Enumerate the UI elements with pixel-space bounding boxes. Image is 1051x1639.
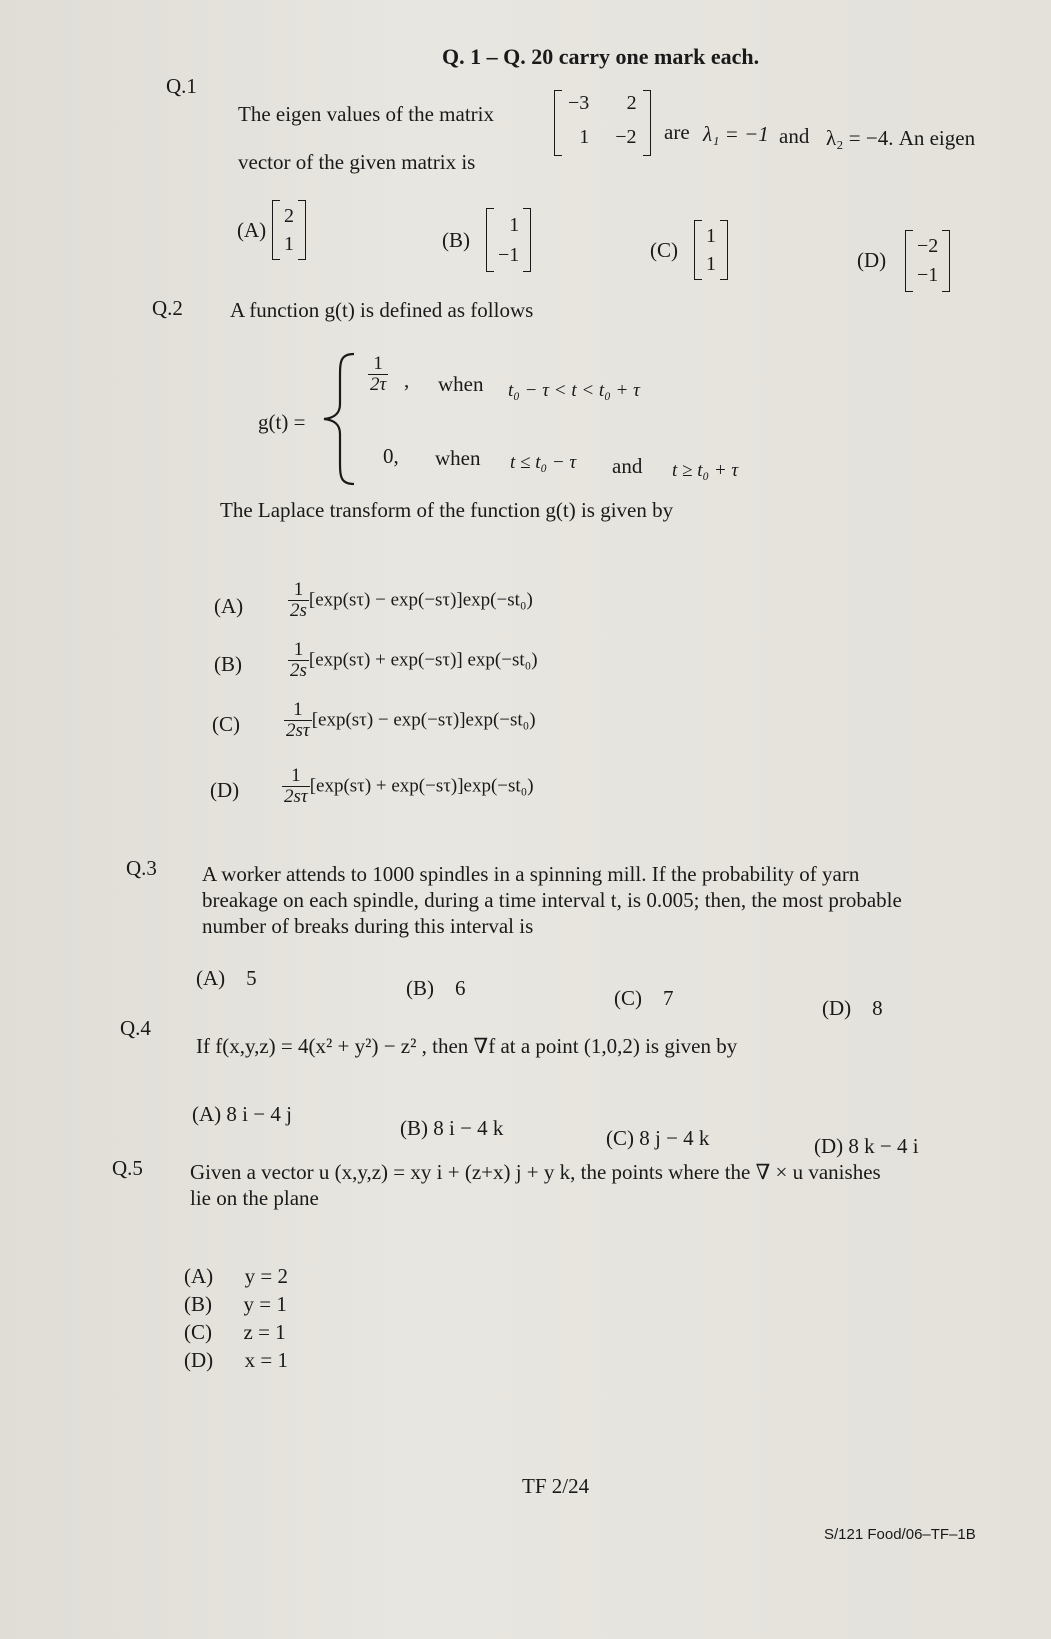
option-value: z = 1	[243, 1320, 286, 1344]
vector-entry: 1	[706, 252, 716, 275]
laplace-expression: [exp(sτ) − exp(−sτ)]exp(−st₀)	[311, 709, 536, 731]
fraction-numerator: 1	[293, 639, 304, 660]
q5-option-a	[184, 1264, 288, 1288]
fraction-numerator: 1	[291, 765, 301, 786]
q2-case1-fraction	[368, 354, 388, 395]
q4-option-b	[400, 1116, 503, 1140]
option-label: (B)	[184, 1292, 212, 1316]
q2-case2-value: 0,	[383, 444, 399, 468]
option-label: (D)	[822, 996, 852, 1020]
fraction-numerator: 1	[293, 579, 304, 600]
option-value: 8 i − 4 j	[226, 1102, 292, 1126]
q1-option-b-vector	[486, 208, 531, 272]
q1-number: Q.1	[166, 74, 197, 98]
q3-option-d	[822, 996, 883, 1020]
q3-number: Q.3	[126, 856, 157, 880]
matrix-cell: 1	[579, 126, 590, 148]
q4-option-c	[606, 1126, 709, 1150]
option-value: 8 k − 4 i	[848, 1134, 919, 1158]
vector-entry: 1	[509, 213, 520, 236]
q2-text-2: The Laplace transform of the function g(t) is given by	[220, 498, 674, 522]
option-value: 8 i − 4 k	[433, 1116, 504, 1140]
option-label: (C)	[614, 986, 642, 1010]
option-value: 5	[246, 966, 257, 990]
q4-option-a	[192, 1102, 292, 1126]
fraction-denominator: 2sτ	[284, 785, 308, 807]
q2-option-d-expression	[282, 766, 534, 807]
option-label: (A)	[192, 1102, 222, 1126]
q1-option-c-vector	[694, 220, 728, 280]
q2-case1-comma: ,	[404, 368, 410, 392]
q2-option-a-expression	[288, 580, 533, 621]
fraction-denominator: 2s	[290, 659, 307, 681]
q5-option-d	[184, 1348, 288, 1372]
option-label: (A)	[196, 966, 226, 990]
fraction-denominator: 2sτ	[286, 719, 310, 741]
q2-case1-condition: t₀ − τ < t < t₀ + τ	[508, 380, 640, 401]
option-value: 7	[663, 986, 674, 1010]
q4-number: Q.4	[120, 1016, 151, 1040]
laplace-expression: [exp(sτ) + exp(−sτ)]exp(−st₀)	[309, 775, 534, 797]
section-header: Q. 1 – Q. 20 carry one mark each.	[442, 44, 760, 69]
vector-entry: −1	[917, 264, 939, 286]
q5-number: Q.5	[112, 1156, 143, 1180]
q5-line-1: Given a vector u (x,y,z) = xy i + (z+x) j + y k, the points where the ∇ × u vanishes	[190, 1160, 881, 1184]
q2-case2-when: when	[435, 446, 481, 470]
q2-case1-when: when	[438, 372, 484, 396]
q2-text: A function g(t) is defined as follows	[230, 298, 534, 322]
q3-option-b	[406, 976, 466, 1000]
option-label: (C)	[184, 1320, 212, 1344]
fraction-numerator: 1	[293, 699, 303, 720]
q1-option-d-vector	[905, 230, 950, 292]
laplace-expression: [exp(sτ) + exp(−sτ)] exp(−st₀)	[308, 649, 538, 671]
q5-option-c	[184, 1320, 286, 1344]
q1-text-a: The eigen values of the matrix	[238, 102, 494, 126]
vector-entry: −1	[498, 243, 520, 266]
option-label: (D)	[184, 1348, 214, 1372]
q4-text: If f(x,y,z) = 4(x² + y²) − z² , then ∇f at a point (1,0,2) is given by	[196, 1034, 738, 1058]
vector-entry: 2	[284, 204, 294, 227]
option-label: (B)	[406, 976, 434, 1000]
q3-option-c	[614, 986, 674, 1010]
option-value: 6	[455, 976, 466, 1000]
q3-line-2: breakage on each spindle, during a time interval t, is 0.005; then, the most probable	[202, 888, 902, 912]
q3-option-a	[196, 966, 257, 990]
q3-line-3: number of breaks during this interval is	[202, 914, 534, 938]
option-value: 8	[872, 996, 883, 1020]
q1-text-b: are	[664, 120, 690, 144]
fraction-denominator: 2s	[290, 599, 307, 621]
q2-lhs: g(t) =	[258, 410, 306, 434]
q2-option-b-expression	[288, 640, 538, 681]
q2-option-b-label: (B)	[214, 652, 242, 676]
q2-brace	[318, 352, 362, 486]
q2-option-d-label: (D)	[210, 778, 240, 802]
laplace-expression: [exp(sτ) − exp(−sτ)]exp(−st₀)	[308, 589, 533, 611]
q2-option-a-label: (A)	[214, 594, 244, 618]
q1-option-b-label: (B)	[442, 228, 470, 252]
matrix-cell: −2	[615, 126, 637, 148]
q2-option-c-label: (C)	[212, 712, 240, 736]
q1-option-a-vector	[272, 200, 306, 260]
option-value: y = 1	[243, 1292, 287, 1316]
option-label: (B)	[400, 1116, 428, 1140]
matrix-cell: −3	[568, 92, 590, 114]
q2-case2-condition-1: t ≤ t₀ − τ	[510, 452, 577, 473]
q4-option-d	[814, 1134, 919, 1158]
q1-and: and	[779, 124, 810, 148]
option-label: (A)	[184, 1264, 214, 1288]
option-label: (C)	[606, 1126, 634, 1150]
fraction-numerator: 1	[373, 353, 383, 374]
vector-entry: 1	[706, 224, 716, 247]
q1-text-c: vector of the given matrix is	[238, 150, 476, 174]
q1-option-c-label: (C)	[650, 238, 678, 262]
document-code: S/121 Food/06–TF–1B	[824, 1526, 976, 1543]
option-label: (D)	[814, 1134, 844, 1158]
q2-number: Q.2	[152, 296, 183, 320]
option-value: y = 2	[244, 1264, 288, 1288]
q1-lambda2: λ₂ = −4. An eigen	[826, 126, 976, 150]
option-value: 8 j − 4 k	[639, 1126, 710, 1150]
vector-entry: 1	[284, 232, 294, 255]
q5-line-2: lie on the plane	[190, 1186, 319, 1210]
q1-option-d-label: (D)	[857, 248, 887, 272]
vector-entry: −2	[917, 235, 939, 257]
option-value: x = 1	[244, 1348, 288, 1372]
q3-line-1: A worker attends to 1000 spindles in a spinning mill. If the probability of yarn	[202, 862, 860, 886]
q5-option-b	[184, 1292, 287, 1316]
q2-case2-condition-2: t ≥ t₀ + τ	[672, 460, 739, 481]
q2-case2-and: and	[612, 454, 643, 478]
q2-option-c-expression	[284, 700, 536, 741]
q1-lambda1: λ₁ = −1	[703, 122, 769, 146]
q1-matrix	[554, 90, 651, 156]
fraction-denominator: 2τ	[370, 373, 387, 395]
q1-option-a-label: (A)	[237, 218, 267, 242]
matrix-cell: 2	[626, 92, 637, 114]
page-number: TF 2/24	[522, 1474, 590, 1498]
